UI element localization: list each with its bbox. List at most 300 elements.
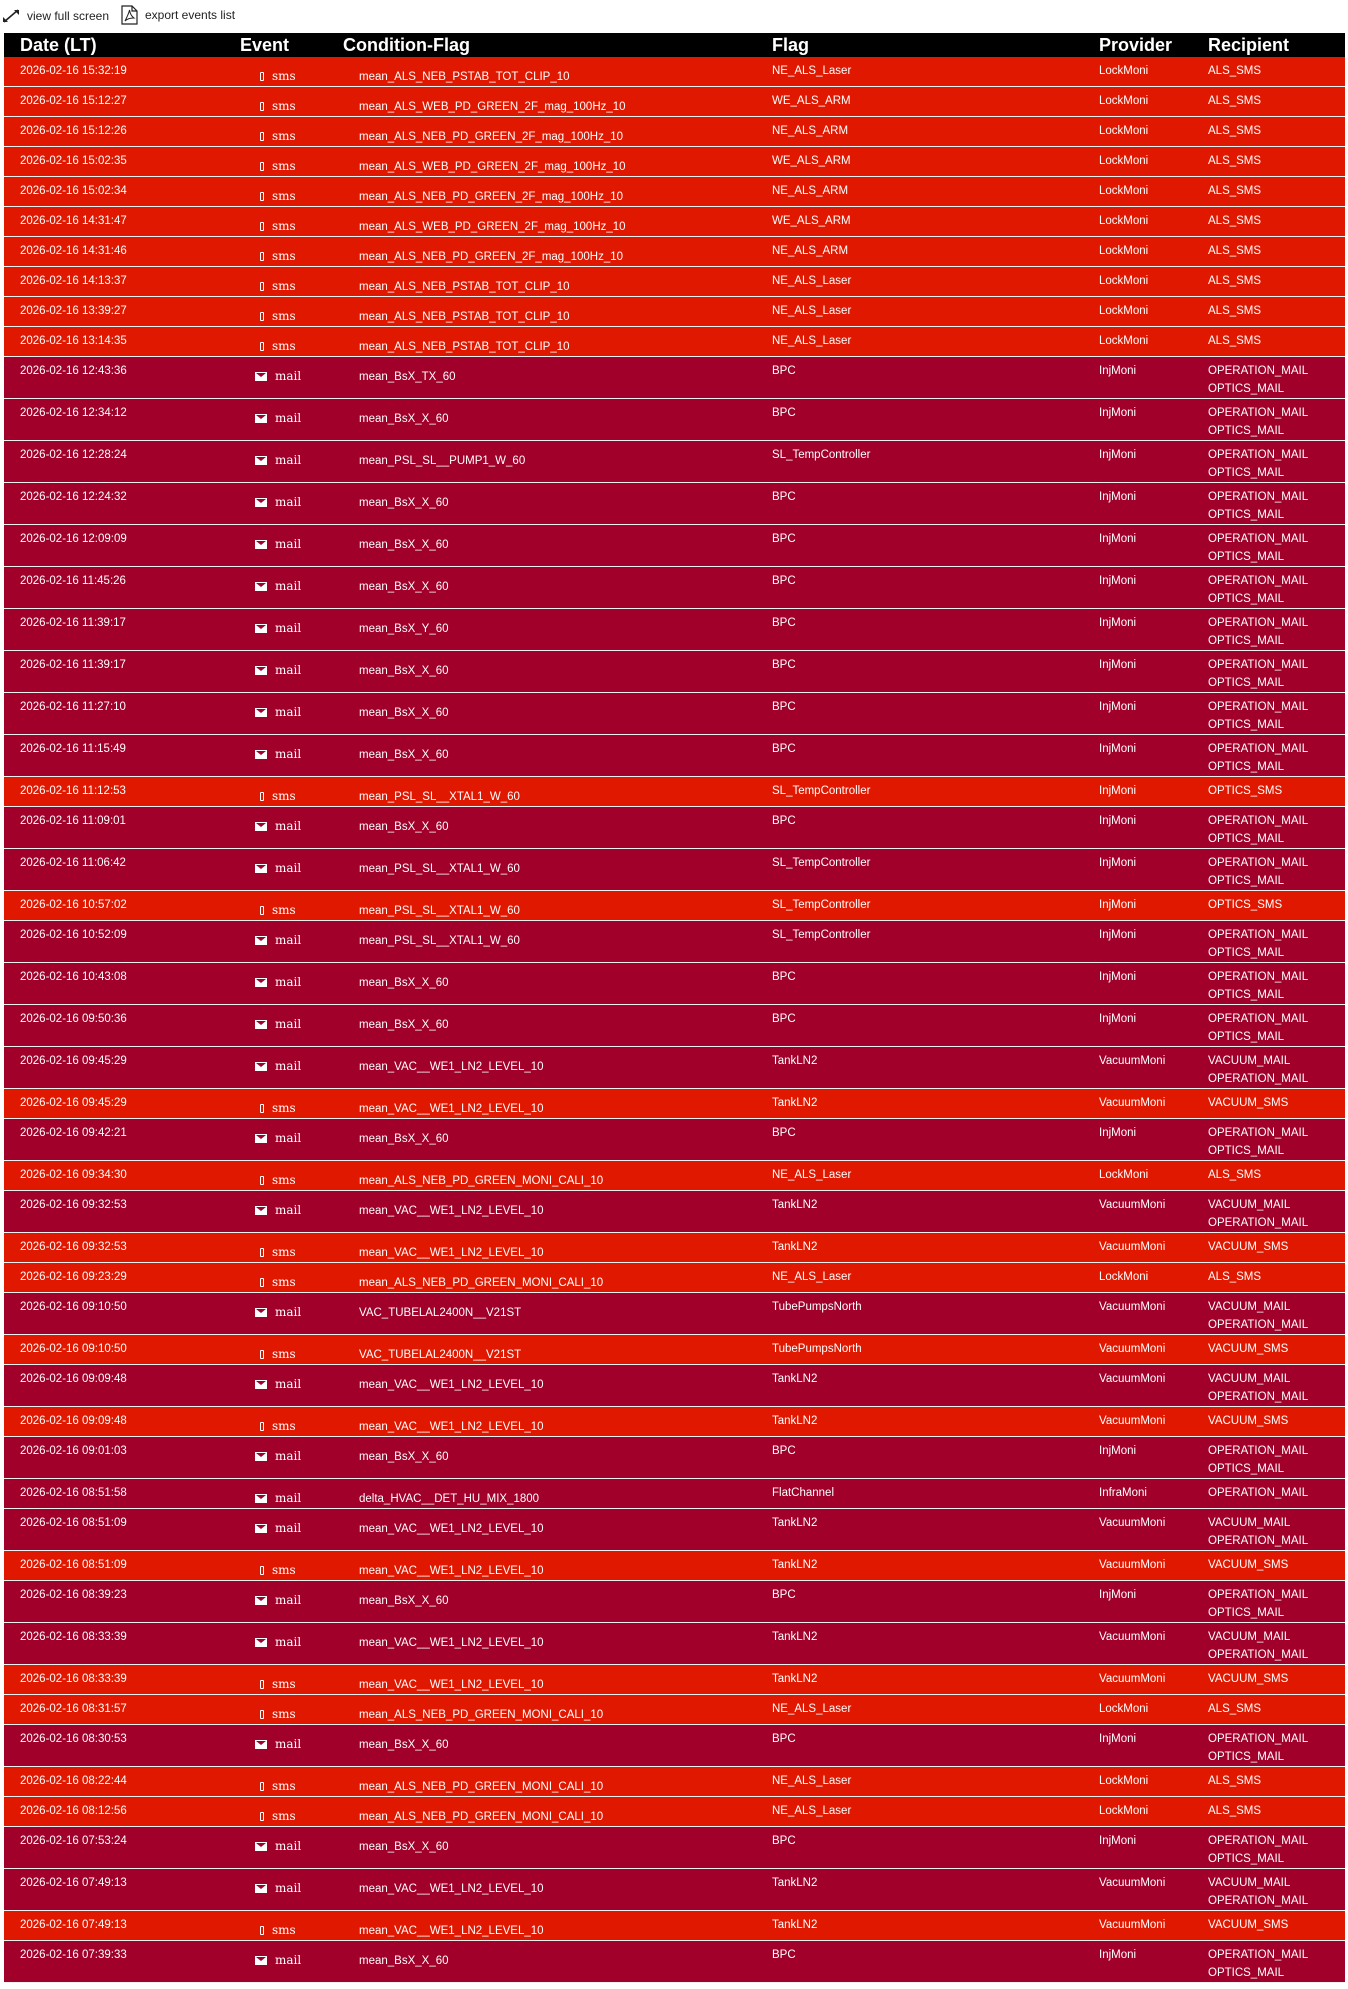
flag: WE_ALS_ARM [772,155,851,167]
event-type [226,1447,336,1465]
event-date: 2026-02-16 08:33:39 [20,1631,127,1643]
recipient: OPERATION_MAIL [1208,929,1309,941]
event-date: 2026-02-16 09:45:29 [20,1097,127,1109]
table-row[interactable] [4,1005,1345,1047]
condition-flag: mean_VAC__WE1_LN2_LEVEL_10 [359,1061,544,1073]
event-type [226,1201,336,1219]
envelope-icon [255,582,267,591]
recipient: ALS_SMS [1208,95,1262,107]
event-date: 2026-02-16 09:23:29 [20,1271,127,1283]
flag: BPC [772,743,796,755]
mobile-phone-icon [260,132,264,141]
flag: BPC [772,365,796,377]
event-date: 2026-02-16 09:32:53 [20,1241,127,1253]
recipient: OPTICS_SMS [1208,785,1283,797]
recipient: OPERATION_MAIL [1208,1895,1309,1907]
recipient: OPTICS_MAIL [1208,551,1285,563]
table-row[interactable] [4,1161,1345,1191]
condition-flag: mean_VAC__WE1_LN2_LEVEL_10 [359,1379,544,1391]
event-type [226,1345,336,1363]
event-date: 2026-02-16 12:28:24 [20,449,127,461]
envelope-icon [255,1638,267,1647]
event-type-label: sms [272,1677,296,1691]
flag: FlatChannel [772,1487,835,1499]
recipient: OPTICS_MAIL [1208,635,1285,647]
event-type-label: sms [272,189,296,203]
table-row[interactable] [4,1665,1345,1695]
envelope-icon [255,750,267,759]
mobile-phone-icon [260,1782,264,1791]
envelope-icon [255,1134,267,1143]
flag: BPC [772,971,796,983]
recipient: OPTICS_MAIL [1208,1145,1285,1157]
recipient: VACUUM_SMS [1208,1919,1289,1931]
event-date: 2026-02-16 10:43:08 [20,971,127,983]
provider: LockMoni [1099,335,1149,347]
event-date: 2026-02-16 09:32:53 [20,1199,127,1211]
event-type [226,247,336,265]
recipient: VACUUM_SMS [1208,1343,1289,1355]
recipient: OPTICS_SMS [1208,899,1283,911]
flag: BPC [772,1013,796,1025]
recipient: OPTICS_MAIL [1208,509,1285,521]
export-events-list-link[interactable] [121,5,235,25]
condition-flag: mean_ALS_NEB_PD_GREEN_MONI_CALI_10 [359,1175,604,1187]
table-row[interactable] [4,87,1345,117]
table-row[interactable] [4,1581,1345,1623]
mobile-phone-icon [260,72,264,81]
event-type-label: mail [275,453,302,467]
flag: TankLN2 [772,1919,818,1931]
recipient: ALS_SMS [1208,185,1262,197]
mobile-phone-icon [260,1812,264,1821]
table-row[interactable] [4,1827,1345,1869]
recipient: ALS_SMS [1208,1169,1262,1181]
flag: NE_ALS_ARM [772,185,849,197]
view-full-screen-label: view full screen [27,9,110,23]
event-type-label: mail [275,537,302,551]
table-row[interactable] [4,1941,1345,1983]
envelope-icon [255,1380,267,1389]
column-header-provider[interactable]: Provider [1099,33,1208,57]
recipient: OPERATION_MAIL [1208,1073,1309,1085]
condition-flag: mean_BsX_X_60 [359,1595,449,1607]
provider: InjMoni [1099,491,1137,503]
event-type-label: mail [275,1377,302,1391]
table-row[interactable] [4,1509,1345,1551]
event-type [226,1057,336,1075]
table-row[interactable] [4,1293,1345,1335]
event-date: 2026-02-16 13:14:35 [20,335,127,347]
envelope-icon [255,498,267,507]
envelope-icon [255,372,267,381]
recipient: OPERATION_MAIL [1208,857,1309,869]
table-row[interactable] [4,1437,1345,1479]
event-type-label: sms [272,159,296,173]
provider: InjMoni [1099,857,1137,869]
envelope-icon [255,1842,267,1851]
mobile-phone-icon [260,1710,264,1719]
condition-flag: mean_VAC__WE1_LN2_LEVEL_10 [359,1421,544,1433]
event-date: 2026-02-16 09:34:30 [20,1169,127,1181]
envelope-icon [255,414,267,423]
envelope-icon [255,936,267,945]
event-type-label: sms [272,1245,296,1259]
recipient: ALS_SMS [1208,335,1262,347]
recipient: ALS_SMS [1208,1703,1262,1715]
event-type-label: sms [272,339,296,353]
flag: TubePumpsNorth [772,1343,862,1355]
event-date: 2026-02-16 08:39:23 [20,1589,127,1601]
table-row[interactable] [4,1407,1345,1437]
recipient: OPERATION_MAIL [1208,1649,1309,1661]
event-type [226,1705,336,1723]
envelope-icon [255,1524,267,1533]
recipient: OPTICS_MAIL [1208,1607,1285,1619]
mobile-phone-icon [260,162,264,171]
table-row[interactable] [4,1911,1345,1941]
event-type [226,1633,336,1651]
event-type [226,1015,336,1033]
condition-flag: mean_BsX_TX_60 [359,371,456,383]
table-header-row [4,33,1345,57]
event-type-label: sms [272,1101,296,1115]
table-row[interactable] [4,297,1345,327]
event-type-label: mail [275,1521,302,1535]
event-type [226,1375,336,1393]
event-type-label: sms [272,1347,296,1361]
envelope-icon [255,1020,267,1029]
envelope-icon [255,1884,267,1893]
event-date: 2026-02-16 10:57:02 [20,899,127,911]
column-header-event[interactable]: Event [226,33,336,57]
event-type-label: mail [275,621,302,635]
flag: BPC [772,1835,796,1847]
event-type [226,1735,336,1753]
condition-flag: mean_VAC__WE1_LN2_LEVEL_10 [359,1247,544,1259]
flag: NE_ALS_Laser [772,1775,852,1787]
flag: NE_ALS_Laser [772,1271,852,1283]
table-row[interactable] [4,1767,1345,1797]
table-row[interactable] [4,693,1345,735]
recipient: OPTICS_MAIL [1208,383,1285,395]
condition-flag: VAC_TUBELAL2400N__V21ST [359,1307,522,1319]
event-type [226,307,336,325]
table-row[interactable] [4,1365,1345,1407]
table-row[interactable] [4,1047,1345,1089]
table-row[interactable] [4,1695,1345,1725]
condition-flag: mean_ALS_WEB_PD_GREEN_2F_mag_100Hz_10 [359,101,626,113]
event-date: 2026-02-16 11:27:10 [20,701,126,713]
envelope-icon [255,1206,267,1215]
flag: SL_TempController [772,449,871,461]
provider: LockMoni [1099,305,1149,317]
mobile-phone-icon [260,1680,264,1689]
recipient: OPTICS_MAIL [1208,875,1285,887]
table-row[interactable] [4,399,1345,441]
event-date: 2026-02-16 15:12:26 [20,125,127,137]
provider: LockMoni [1099,1805,1149,1817]
mobile-phone-icon [260,792,264,801]
event-type-label: mail [275,819,302,833]
recipient: OPERATION_MAIL [1208,1487,1309,1499]
recipient: ALS_SMS [1208,125,1262,137]
event-type [226,1129,336,1147]
event-type [226,859,336,877]
table-row[interactable] [4,441,1345,483]
event-type [226,619,336,637]
event-type-label: sms [272,279,296,293]
table-row[interactable] [4,327,1345,357]
recipient: VACUUM_MAIL [1208,1631,1291,1643]
event-type-label: mail [275,1059,302,1073]
table-row[interactable] [4,807,1345,849]
envelope-icon [255,456,267,465]
event-type [226,1099,336,1117]
event-type [226,451,336,469]
recipient: VACUUM_MAIL [1208,1055,1291,1067]
table-row[interactable] [4,177,1345,207]
envelope-icon [255,1308,267,1317]
table-row[interactable] [4,1335,1345,1365]
table-row[interactable] [4,1479,1345,1509]
provider: LockMoni [1099,155,1149,167]
event-date: 2026-02-16 08:51:09 [20,1517,127,1529]
event-type-label: sms [272,1809,296,1823]
event-type [226,1243,336,1261]
condition-flag: mean_VAC__WE1_LN2_LEVEL_10 [359,1565,544,1577]
events-table [4,33,1345,1983]
mobile-phone-icon [260,1926,264,1935]
event-type [226,1837,336,1855]
provider: InjMoni [1099,701,1137,713]
condition-flag: mean_BsX_X_60 [359,1739,449,1751]
table-row[interactable] [4,609,1345,651]
event-type [226,703,336,721]
recipient: ALS_SMS [1208,245,1262,257]
event-type [226,787,336,805]
condition-flag: mean_BsX_X_60 [359,539,449,551]
recipient: OPERATION_MAIL [1208,575,1309,587]
condition-flag: mean_BsX_X_60 [359,707,449,719]
condition-flag: mean_BsX_X_60 [359,821,449,833]
table-row[interactable] [4,1551,1345,1581]
event-type-label: sms [272,1275,296,1289]
table-row[interactable] [4,525,1345,567]
condition-flag: mean_BsX_X_60 [359,1955,449,1967]
provider: VacuumMoni [1099,1559,1166,1571]
flag: BPC [772,1733,796,1745]
event-type-label: sms [272,1173,296,1187]
mobile-phone-icon [260,1176,264,1185]
provider: VacuumMoni [1099,1919,1166,1931]
recipient: VACUUM_MAIL [1208,1301,1291,1313]
recipient: VACUUM_SMS [1208,1097,1289,1109]
event-type-label: mail [275,579,302,593]
flag: TankLN2 [772,1673,818,1685]
mobile-phone-icon [260,312,264,321]
column-header-condition-flag[interactable]: Condition-Flag [336,33,772,57]
provider: InjMoni [1099,1835,1137,1847]
mobile-phone-icon [260,192,264,201]
table-row[interactable] [4,1725,1345,1767]
provider: InjMoni [1099,971,1137,983]
event-date: 2026-02-16 08:22:44 [20,1775,127,1787]
table-row[interactable] [4,891,1345,921]
event-date: 2026-02-16 09:01:03 [20,1445,127,1457]
recipient: OPERATION_MAIL [1208,365,1309,377]
table-row[interactable] [4,651,1345,693]
flag: TankLN2 [772,1373,818,1385]
event-type-label: mail [275,1839,302,1853]
flag: SL_TempController [772,899,871,911]
event-type [226,1879,336,1897]
event-type [226,97,336,115]
table-row[interactable] [4,1089,1345,1119]
table-row[interactable] [4,357,1345,399]
recipient: OPTICS_MAIL [1208,947,1285,959]
column-header-recipient[interactable]: Recipient [1208,33,1345,57]
table-row[interactable] [4,849,1345,891]
mobile-phone-icon [260,252,264,261]
recipient: OPERATION_MAIL [1208,533,1309,545]
flag: NE_ALS_Laser [772,1169,852,1181]
event-type-label: mail [275,747,302,761]
provider: VacuumMoni [1099,1877,1166,1889]
recipient: VACUUM_MAIL [1208,1199,1291,1211]
provider: VacuumMoni [1099,1631,1166,1643]
mobile-phone-icon [260,342,264,351]
flag: BPC [772,617,796,629]
table-row[interactable] [4,1623,1345,1665]
condition-flag: mean_ALS_NEB_PSTAB_TOT_CLIP_10 [359,341,570,353]
table-row[interactable] [4,267,1345,297]
provider: VacuumMoni [1099,1517,1166,1529]
provider: InjMoni [1099,449,1137,461]
mobile-phone-icon [260,1278,264,1287]
export-events-list-label: export events list [145,8,236,22]
flag: TubePumpsNorth [772,1301,862,1313]
event-date: 2026-02-16 11:45:26 [20,575,126,587]
table-row[interactable] [4,57,1345,87]
event-type [226,1171,336,1189]
provider: VacuumMoni [1099,1673,1166,1685]
event-date: 2026-02-16 12:09:09 [20,533,127,545]
table-row[interactable] [4,1191,1345,1233]
table-row[interactable] [4,207,1345,237]
provider: InjMoni [1099,1589,1137,1601]
provider: LockMoni [1099,65,1149,77]
event-date: 2026-02-16 09:09:48 [20,1373,127,1385]
recipient: OPERATION_MAIL [1208,1535,1309,1547]
table-row[interactable] [4,777,1345,807]
flag: TankLN2 [772,1055,818,1067]
event-type-label: mail [275,1017,302,1031]
recipient: VACUUM_MAIL [1208,1877,1291,1889]
condition-flag: mean_PSL_SL__XTAL1_W_60 [359,905,520,917]
event-date: 2026-02-16 08:12:56 [20,1805,127,1817]
event-type-label: sms [272,99,296,113]
provider: InfraMoni [1099,1487,1147,1499]
recipient: ALS_SMS [1208,1775,1262,1787]
table-row[interactable] [4,1797,1345,1827]
table-row[interactable] [4,1119,1345,1161]
provider: LockMoni [1099,125,1149,137]
provider: InjMoni [1099,575,1137,587]
provider: VacuumMoni [1099,1415,1166,1427]
mobile-phone-icon [260,1350,264,1359]
event-type [226,931,336,949]
provider: InjMoni [1099,815,1137,827]
condition-flag: delta_HVAC__DET_HU_MIX_1800 [359,1493,540,1505]
provider: LockMoni [1099,245,1149,257]
envelope-icon [255,1740,267,1749]
flag: NE_ALS_Laser [772,335,852,347]
recipient: OPTICS_MAIL [1208,593,1285,605]
provider: VacuumMoni [1099,1199,1166,1211]
condition-flag: mean_BsX_X_60 [359,413,449,425]
provider: InjMoni [1099,617,1137,629]
recipient: VACUUM_MAIL [1208,1517,1291,1529]
recipient: OPERATION_MAIL [1208,659,1309,671]
table-row[interactable] [4,483,1345,525]
event-date: 2026-02-16 08:31:57 [20,1703,127,1715]
event-type [226,157,336,175]
condition-flag: mean_PSL_SL__XTAL1_W_60 [359,863,520,875]
event-date: 2026-02-16 07:39:33 [20,1949,127,1961]
table-row[interactable] [4,147,1345,177]
event-type [226,127,336,145]
mobile-phone-icon [260,102,264,111]
table-row[interactable] [4,921,1345,963]
column-header-flag[interactable]: Flag [772,33,1099,57]
event-date: 2026-02-16 12:34:12 [20,407,127,419]
table-row[interactable] [4,1233,1345,1263]
table-row[interactable] [4,963,1345,1005]
event-type [226,1807,336,1825]
provider: LockMoni [1099,1775,1149,1787]
recipient: OPERATION_MAIL [1208,1589,1309,1601]
column-header-date[interactable]: Date (LT) [4,33,226,57]
condition-flag: mean_BsX_X_60 [359,1841,449,1853]
flag: BPC [772,701,796,713]
condition-flag: mean_BsX_Y_60 [359,623,449,635]
table-row[interactable] [4,735,1345,777]
event-type-label: sms [272,903,296,917]
provider: VacuumMoni [1099,1097,1166,1109]
table-row[interactable] [4,1263,1345,1293]
event-type-label: mail [275,1131,302,1145]
recipient: OPERATION_MAIL [1208,701,1309,713]
provider: VacuumMoni [1099,1055,1166,1067]
event-type [226,217,336,235]
event-type-label: mail [275,495,302,509]
flag: BPC [772,491,796,503]
view-full-screen-link[interactable] [2,9,109,23]
mobile-phone-icon [260,282,264,291]
event-date: 2026-02-16 15:02:34 [20,185,127,197]
event-type [226,1417,336,1435]
table-row[interactable] [4,237,1345,267]
provider: InjMoni [1099,407,1137,419]
table-row[interactable] [4,567,1345,609]
table-row[interactable] [4,1869,1345,1911]
recipient: OPERATION_MAIL [1208,815,1309,827]
provider: VacuumMoni [1099,1373,1166,1385]
event-date: 2026-02-16 09:10:50 [20,1343,127,1355]
event-type-label: sms [272,1923,296,1937]
table-row[interactable] [4,117,1345,147]
